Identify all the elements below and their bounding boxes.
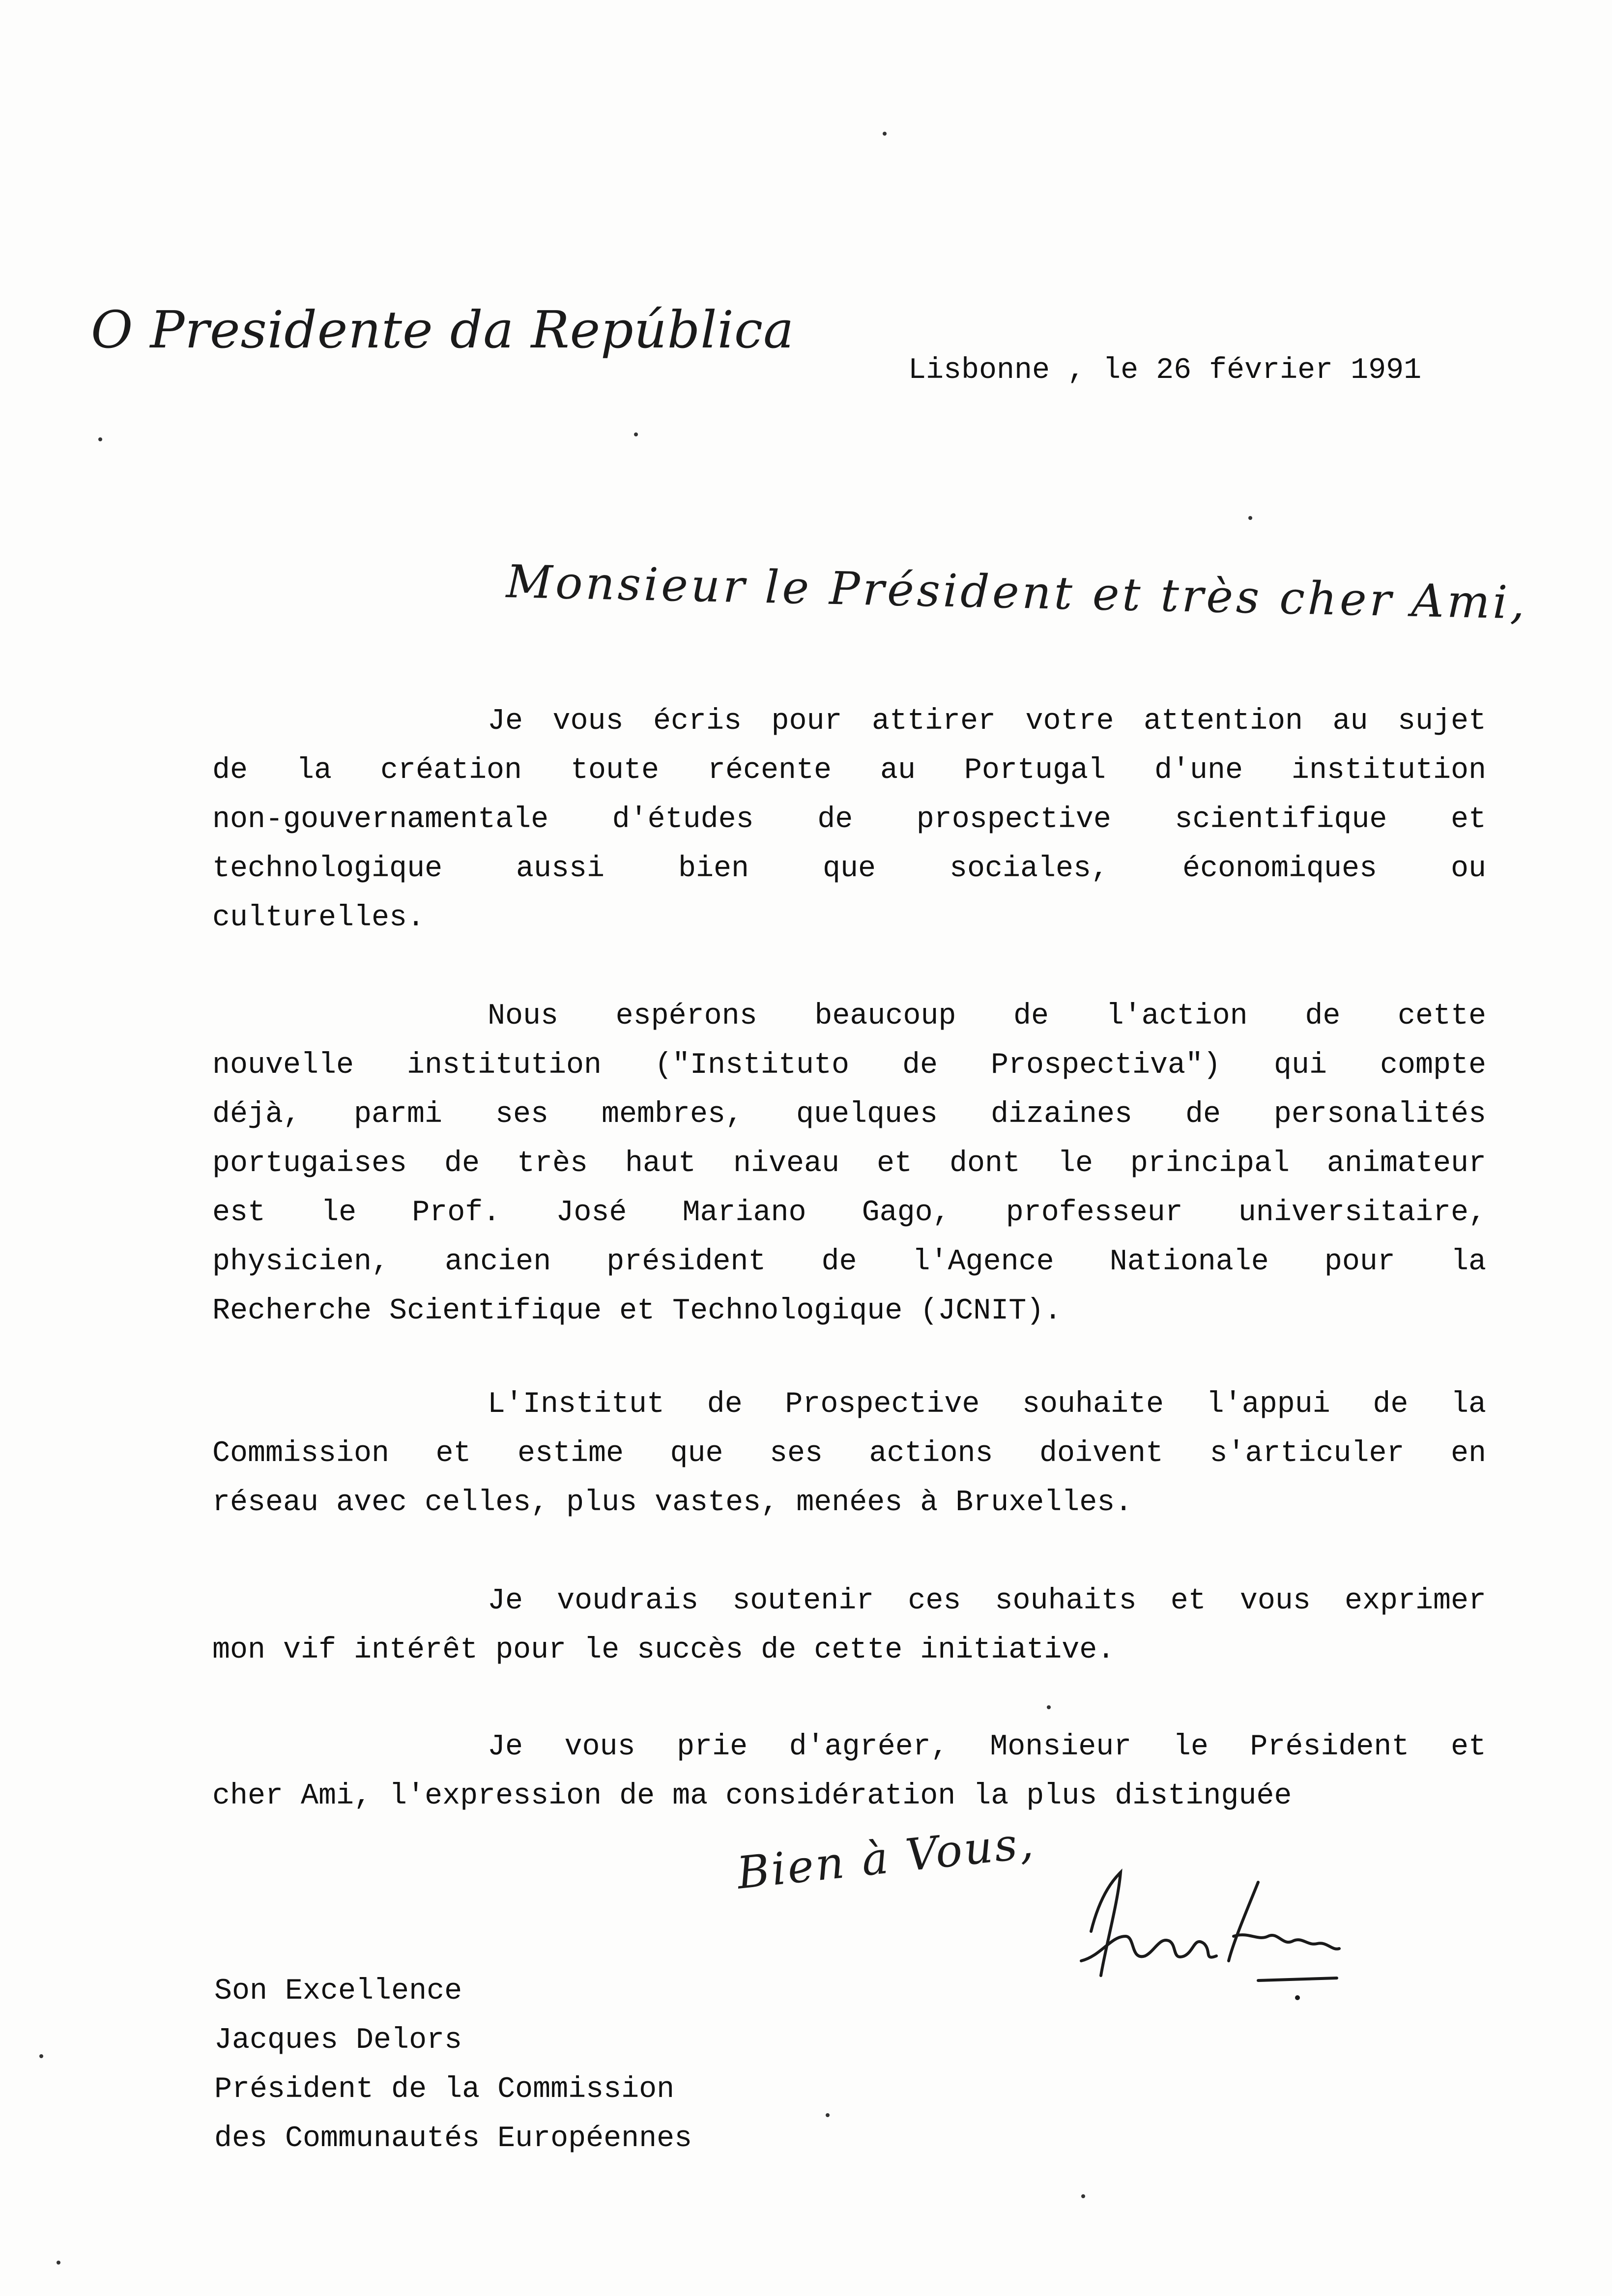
paragraph-3 [212,1380,1486,1527]
paragraph-line: est le Prof. José Mariano Gago, professeur universitaire, [212,1196,1486,1230]
paragraph-line: Je vous écris pour attirer votre attention au sujet [488,705,1486,738]
scan-speck [634,432,638,436]
scan-speck [98,437,102,441]
handwritten-salutation: Monsieur le Président et très cher Ami, [505,555,1528,630]
paragraph-line: de la création toute récente au Portugal d'une institution [212,754,1486,787]
paragraph-1 [212,697,1486,943]
paragraph-line: déjà, parmi ses membres, quelques dizaines de personalités [212,1098,1486,1131]
letterhead: O Presidente da República [91,300,795,360]
scan-speck [826,2113,830,2117]
paragraph-line: Je vous prie d'agréer, Monsieur le Président et [488,1730,1486,1764]
paragraph-line: Nous espérons beaucoup de l'action de cette [488,1000,1486,1033]
paragraph-line: cher Ami, l'expression de ma considération la plus distinguée [212,1779,1292,1813]
paragraph-line: Recherche Scientifique et Technologique (JCNIT). [212,1294,1062,1328]
address-line: Président de la Commission [214,2073,675,2106]
paragraph-line: culturelles. [212,901,425,935]
scan-speck [1248,516,1252,520]
paragraph-line: non-gouvernamentale d'études de prospective scientifique et [212,803,1486,836]
paragraph-5 [212,1722,1486,1821]
paragraph-line: mon vif intérêt pour le succès de cette initiative. [212,1634,1115,1667]
paragraph-line: nouvelle institution ("Instituto de Prospectiva") qui compte [212,1049,1486,1082]
scan-speck [883,132,887,136]
address-line: des Communautés Européennes [214,2122,692,2155]
handwritten-closing: Bien à Vous, [734,1816,1037,1899]
paragraph-line: réseau avec celles, plus vastes, menées à Bruxelles. [212,1486,1133,1520]
address-line: Jacques Delors [214,2024,462,2057]
paragraph-line: physicien, ancien président de l'Agence Nationale pour la [212,1245,1486,1279]
paragraph-line: Commission et estime que ses actions doivent s'articuler en [212,1437,1486,1470]
paragraph-line: portugaises de très haut niveau et dont le principal animateur [212,1147,1486,1180]
signature-image [1071,1863,1347,2010]
address-line: Son Excellence [214,1975,462,2008]
paragraph-4 [212,1577,1486,1675]
paragraph-line: L'Institut de Prospective souhaite l'appui de la [488,1388,1486,1421]
scan-speck [1081,2194,1085,2198]
paragraph-2 [212,992,1486,1336]
date-line: Lisbonne , le 26 février 1991 [908,354,1422,387]
paragraph-line: technologique aussi bien que sociales, économiques ou [212,852,1486,886]
paragraph-line: Je voudrais soutenir ces souhaits et vous exprimer [488,1584,1486,1618]
scan-speck [57,2261,60,2265]
recipient-address [214,1967,692,2163]
scan-speck [39,2054,43,2058]
scan-speck [1047,1705,1051,1709]
